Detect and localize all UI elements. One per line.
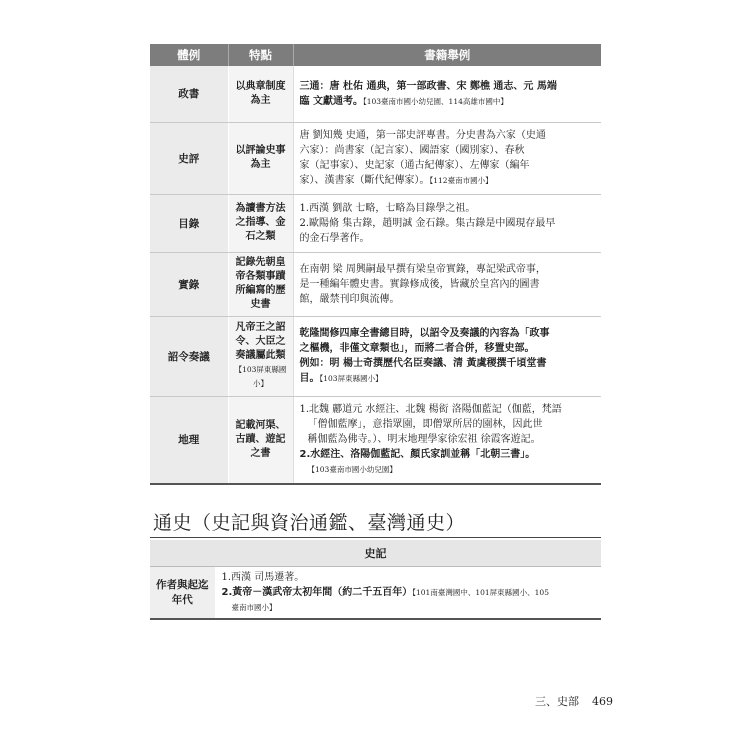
genre-cell: 實錄 bbox=[150, 252, 228, 316]
exam-tag: 【103屏東縣國小】 bbox=[234, 365, 287, 388]
example-cell bbox=[293, 122, 601, 194]
table-row bbox=[150, 252, 601, 316]
example-line: 稱伽藍為佛寺。）、明末地理學家徐宏祖 徐霞客遊記。 bbox=[307, 434, 541, 446]
exam-tag: 【103臺南市國小幼兒園】 bbox=[307, 465, 397, 475]
example-cell bbox=[293, 66, 601, 122]
header-genre: 體例 bbox=[150, 44, 228, 66]
example-line: 目。 bbox=[299, 373, 320, 384]
exam-tag: 【103臺南市國小幼兒園、114高雄市國中】 bbox=[362, 96, 508, 106]
section-divider bbox=[150, 537, 601, 538]
example-line: 是一種編年體史書。實錄修成後，皆藏於皇宮內的圖書 bbox=[299, 278, 540, 290]
example-line: 乾隆間修四庫全書總目時，以詔令及奏議的內容為「政事 bbox=[299, 328, 550, 339]
page-number: 469 bbox=[592, 695, 613, 708]
feature-cell: 以典章制度為主 bbox=[228, 66, 293, 122]
example-line: 館，嚴禁刊印與流傳。 bbox=[299, 293, 400, 305]
example-line: 「僧伽藍摩」，意指眾園，即僧眾所居的園林，因此世 bbox=[307, 419, 543, 431]
table-row bbox=[150, 567, 601, 620]
example-line: 的金石學著作。 bbox=[299, 232, 370, 244]
genre-cell: 詔令奏議 bbox=[150, 316, 228, 396]
genre-cell: 政書 bbox=[150, 66, 228, 122]
section-heading: 通史（史記與資治通鑑、臺灣通史） bbox=[153, 512, 466, 534]
feature-cell: 以評論史事為主 bbox=[228, 122, 293, 194]
feature-cell bbox=[228, 316, 293, 396]
table-row bbox=[150, 66, 601, 122]
example-line: 2.水經注、洛陽伽藍記、顏氏家訓並稱「北朝三書」。 bbox=[299, 449, 536, 461]
example-line: 六家）：尚書家（記言家）、國語家（國別家）、春秋 bbox=[299, 145, 525, 156]
example-line-with-tag bbox=[300, 94, 598, 109]
example-line: 1.西漢 司馬遷著。 bbox=[221, 572, 305, 583]
example-line: 三通：唐 杜佑 通典，第一部政書、宋 鄭樵 通志、元 馬端 bbox=[299, 80, 557, 92]
header-examples: 書籍舉例 bbox=[293, 44, 601, 66]
table-row bbox=[150, 396, 601, 484]
example-line: 唐 劉知幾 史通，第一部史評專書。分史書為六家（史通 bbox=[299, 130, 546, 141]
genre-cell: 地理 bbox=[150, 396, 228, 484]
feature-cell: 記載河渠、古蹟、遊記之書 bbox=[228, 396, 293, 484]
page-footer bbox=[535, 693, 613, 709]
example-line: 2.黃帝－漢武帝太初年間（約二千五百年） bbox=[221, 587, 413, 598]
feature-cell: 記錄先朝皇帝各類事蹟所編寫的歷史書 bbox=[228, 252, 293, 316]
table-header-row bbox=[150, 44, 601, 66]
example-line: 家）、漢書家（斷代紀傳家）。 bbox=[299, 175, 430, 186]
shiji-header: 史記 bbox=[150, 540, 601, 567]
feature-text: 凡帝王之詔令、大臣之奏議屬此類 bbox=[235, 322, 286, 361]
chapter-label: 三、史部 bbox=[535, 695, 579, 708]
exam-tag: 【112臺南市國小】 bbox=[429, 176, 493, 185]
example-line-with-tag bbox=[300, 173, 598, 188]
example-line-with-tag bbox=[222, 585, 598, 600]
table-row bbox=[150, 194, 601, 252]
example-cell bbox=[293, 194, 601, 252]
genre-cell: 史評 bbox=[150, 122, 228, 194]
genre-cell: 目錄 bbox=[150, 194, 228, 252]
exam-tag: 臺南市國小】 bbox=[231, 603, 277, 612]
example-line: 在南朝 梁 周興嗣最早撰有梁皇帝實錄，專記梁武帝事， bbox=[299, 263, 546, 275]
table-row bbox=[150, 316, 601, 396]
exam-tag: 【103屏東縣國小】 bbox=[319, 374, 383, 383]
table-row bbox=[150, 122, 601, 194]
example-tag-line bbox=[222, 600, 598, 615]
example-line: 1.西漢 劉歆 七略，七略為目錄學之祖。 bbox=[299, 202, 476, 214]
example-line: 臨 文獻通考。 bbox=[299, 95, 363, 107]
example-line-with-tag bbox=[300, 371, 598, 386]
header-feature: 特點 bbox=[228, 44, 293, 66]
example-line: 之樞機，非僅文章類也」，而將二者合併，移置史部。 bbox=[299, 343, 535, 354]
example-line: 例如：明 楊士奇撰歷代名臣奏議、清 黃虞稷撰千頃堂書 bbox=[299, 358, 547, 369]
example-tag-line bbox=[300, 462, 598, 477]
example-line: 家（記事家）、史記家（通古紀傳家）、左傳家（編年 bbox=[299, 160, 530, 171]
row-label: 作者與起迄年代 bbox=[150, 567, 215, 620]
exam-tag: 【101南臺灣國中、101屏東縣國小、105 bbox=[412, 588, 549, 597]
example-cell bbox=[293, 316, 601, 396]
example-line: 2.歐陽脩 集古錄，趙明誠 金石錄。集古錄是中國現存最早 bbox=[299, 217, 556, 229]
example-cell bbox=[215, 567, 601, 620]
historical-genres-table bbox=[150, 44, 601, 485]
shiji-table bbox=[150, 540, 601, 620]
example-line: 1.北魏 酈道元 水經注、北魏 楊衒 洛陽伽藍記（伽藍，梵語 bbox=[299, 404, 562, 416]
feature-cell: 為讀書方法之指導、金石之類 bbox=[228, 194, 293, 252]
example-cell bbox=[293, 396, 601, 484]
example-cell bbox=[293, 252, 601, 316]
